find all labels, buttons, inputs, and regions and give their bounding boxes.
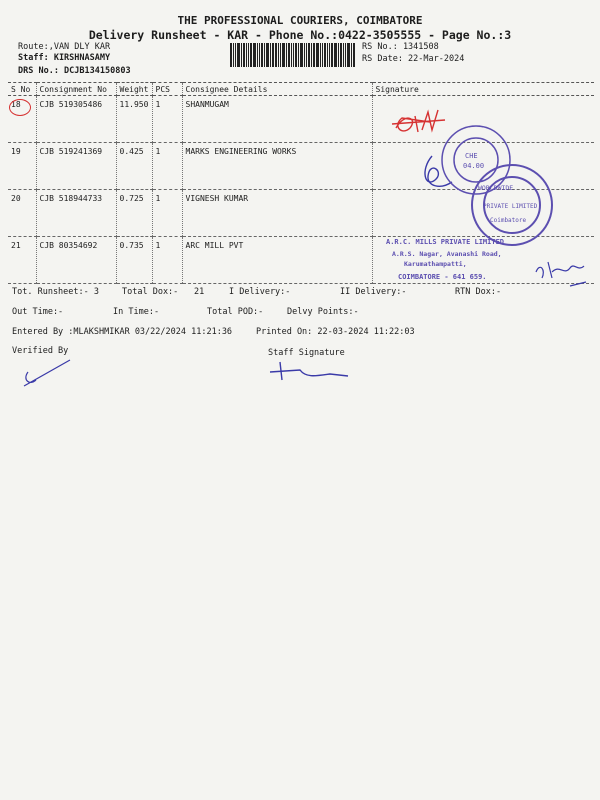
cell-weight: 0.425 [116,143,152,190]
cell-consignment: CJB 80354692 [36,237,116,284]
staff-signature-label: Staff Signature [268,348,345,358]
stamp1-line1: CHE [465,152,478,160]
delvy-points: Delvy Points:- [287,307,359,317]
out-time: Out Time:- [12,307,64,317]
cell-sno: 21 [8,237,36,284]
stamp2-line2: PRIVATE LIMITED [483,203,538,210]
printed-on: Printed On: 22-03-2024 11:22:03 [256,327,415,337]
signature-row-19 [425,156,452,186]
tot-runsheet: Tot. Runsheet:- 3 [12,287,99,297]
cell-consignment: CJB 518944733 [36,190,116,237]
ii-delivery: II Delivery:- [340,287,407,297]
i-delivery: I Delivery:- [229,287,291,297]
col-weight: Weight [116,83,152,96]
rtn-dox: RTN Dox:- [455,287,502,297]
stamp3-line2: A.R.S. Nagar, Avanashi Road, [392,250,502,258]
verified-signature [24,360,70,386]
signature-row-18 [392,110,445,132]
cell-pcs: 1 [152,96,182,143]
address-stamp [386,238,504,281]
verified-by: Verified By [12,346,69,356]
company-name: THE PROFESSIONAL COURIERS, COIMBATORE [177,14,423,27]
col-consignee: Consignee Details [182,83,372,96]
cell-pcs: 1 [152,143,182,190]
runsheet-title: Delivery Runsheet - KAR - Phone No.:0422-3505555 - Page No.:3 [88,28,512,42]
signature-row-21 [536,262,586,286]
col-sno: S No [8,83,36,96]
entered-by: Entered By :MLAKSHMIKAR 03/22/2024 11:21:36 [12,327,233,337]
cell-consignee: SHANMUGAM [182,96,372,143]
stamp2-line3: Coimbatore [490,217,527,224]
rs-date: RS Date: 22-Mar-2024 [362,54,465,64]
in-time: In Time:- [113,307,160,317]
col-signature: Signature [372,83,594,96]
cell-weight: 11.950 [116,96,152,143]
route: Route:,VAN DLY KAR [18,42,111,52]
total-dox-value: 21 [194,287,205,297]
staff-signature-mark [270,362,348,380]
cell-consignee: MARKS ENGINEERING WORKS [182,143,372,190]
cell-consignee: ARC MILL PVT [182,237,372,284]
col-pcs: PCS [152,83,182,96]
cell-consignment: CJB 519241369 [36,143,116,190]
col-consignment: Consignment No [36,83,116,96]
cell-sno: 19 [8,143,36,190]
drs-number: DRS No.: DCJB134150803 [18,66,131,76]
cell-weight: 0.735 [116,237,152,284]
total-dox-label: Total Dox:- [122,287,179,297]
stamp3-line4: COIMBATORE - 641 659. [398,273,487,281]
cell-weight: 0.725 [116,190,152,237]
staff: Staff: KIRSHNASAMY [18,53,111,63]
cell-sno: 18 [8,96,36,143]
cell-pcs: 1 [152,237,182,284]
cell-consignment: CJB 519305486 [36,96,116,143]
cell-sno: 20 [8,190,36,237]
stamp3-line1: A.R.C. MILLS PRIVATE LIMITED [386,238,505,246]
cell-pcs: 1 [152,190,182,237]
cell-consignee: VIGNESH KUMAR [182,190,372,237]
stamp2-line1: WORLDWIDE [478,184,514,192]
total-pod: Total POD:- [207,307,264,317]
stamp3-line3: Karumathampatti, [404,260,467,268]
rs-number: RS No.: 1341508 [362,42,439,52]
stamp1-line2: 04.00 [463,162,485,170]
